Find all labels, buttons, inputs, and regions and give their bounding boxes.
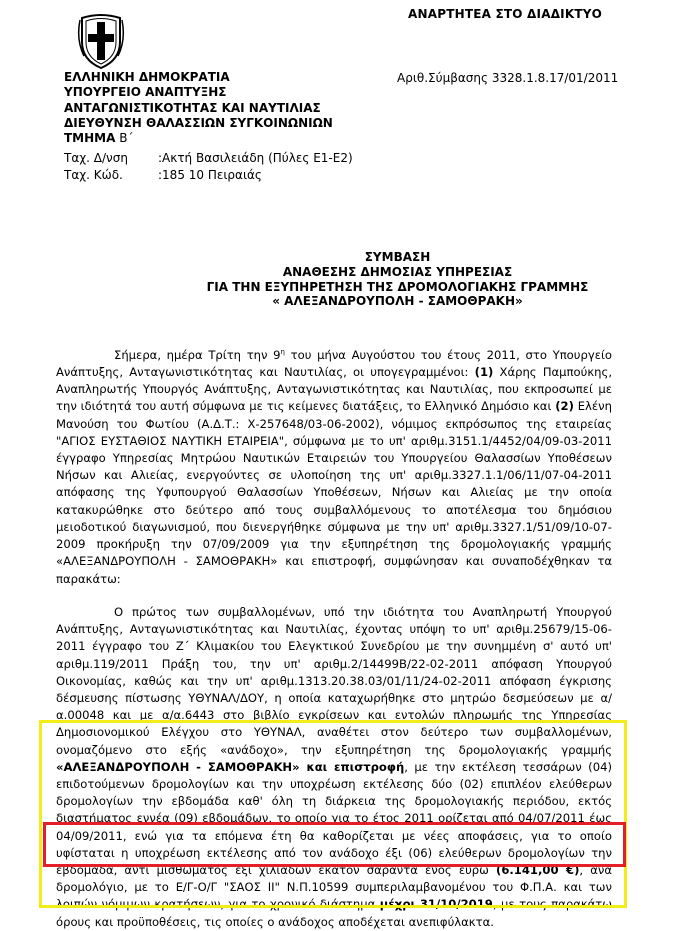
header-line-directorate: ΔΙΕΥΘΥΝΣΗ ΘΑΛΑΣΣΙΩΝ ΣΥΓΚΟΙΝΩΝΙΩΝ — [64, 115, 333, 130]
route-name: «ΑΛΕΞΑΝΔΡΟΥΠΟΛΗ - ΣΑΜΟΘΡΑΚΗ» και επιστροφή — [56, 759, 405, 774]
title-line-1: ΣΥΜΒΑΣΗ — [364, 250, 431, 264]
header-line-ministry-cont: ΑΝΤΑΓΩΝΙΣΤΙΚΟΤΗΤΑΣ ΚΑΙ ΝΑΥΤΙΛΙΑΣ — [64, 100, 321, 115]
title-line-2: ΑΝΑΘΕΣΗΣ ΔΗΜΟΣΙΑΣ ΥΠΗΡΕΣΙΑΣ — [282, 264, 513, 279]
intro-paragraph: Σήμερα, ημέρα Τρίτη την $9^\eta$ του μήνα Αυγούστου του έτους 2011, στο Υπουργείο Ανάπτυξης, Ανταγωνιστικότητας και Ναυτιλίας, οι υπογεγραμμένοι: (1) Χάρης Παμπούκης, Αναπληρωτής Υπουργός Ανάπτυξης, Ανταγωνιστικότητας και Ναυτιλίας, που εκπροσωπεί με την ιδιότητά του αυτή σύμφωνα με τις κείμενες διατάξεις, το Ελληνικό Δημόσιο και (2) Ελένη Μανούση του Φωτίου (Α.Δ.Τ.: Χ-257648/03-06-2002), νόμιμος εκπρόσωπος της εταιρείας "ΑΓΙΟΣ ΕΥΣΤΑΘΙΟΣ ΝΑΥΤΙΚΗ ΕΤΑΙΡΕΙΑ", σύμφωνα με το υπ' αριθμ.3151.1/4452/04/09-03-2011 έγγραφο Υπηρεσίας Μητρώου Ναυτικών Εταιρειών του Υπουργείου Θαλασσίων Υποθέσεων Νήσων και Αλιείας, ενεργούντες σε υλοποίηση της υπ' αριθμ.3327.1.1/06/11/07-04-2011 απόφασης της Υφυπουργού Θαλασσίων Υποθέσεων, Νήσων και Αλιείας με την οποία κατακυρώθηκε στο δεύτερο από τους συμβαλλόμενους το αποτέλεσμα του δημόσιου μειοδοτικού διαγωνισμού, που διενεργήθηκε σύμφωνα με την υπ' αριθμ.3327.1/51/09/10-07-2009 προκήρυξη την 07/09/2009 για την εξυπηρέτηση της δρομολογιακής γραμμής «ΑΛΕΞΑΝΔΡΟΥΠΟΛΗ - ΣΑΜΟΘΡΑΚΗ» και επιστροφή, συμφώνησαν και συναποδέχθηκαν τα παρακάτω: — [56, 347, 613, 586]
assignment-paragraph: Ο πρώτος των συμβαλλομένων, υπό την ιδιότητα του Αναπληρωτή Υπουργού Ανάπτυξης, Ανταγωνιστικότητας και Ναυτιλίας, έχοντας υπόψη το υπ' αριθμ.25679/15-06-2011 έγγραφο του Ζ΄ Κλιμακίου του Ελεγκτικού Συνεδρίου με την συνημμένη σ' αυτό υπ' αριθμ.119/2011 Πράξη του, την υπ' αριθμ.2/14499Β/22-02-2011 απόφαση Υπουργού Οικονομίας, καθώς και την υπ' αριθμ.1313.20.38.03/01/11/24-02-2011 απόφαση έγκρισης δέσμευσης πίστωσης ΥΘΥΝΑΛ/ΔΟΥ, η οποία καταχωρήθηκε στο μητρώο δεσμεύσεων με α/α.00048 και με α/α.6443 στο βιβλίο εγκρίσεων και εντολών πληρωμής της Υπηρεσίας Δημοσιονομικού Ελέγχου στο ΥΘΥΝΑΛ, αναθέτει στον δεύτερο των συμβαλλομένων, ονομαζόμενο στο εξής «ανάδοχο», την εξυπηρέτηση της δρομολογιακής γραμμής «ΑΛΕΞΑΝΔΡΟΥΠΟΛΗ - ΣΑΜΟΘΡΑΚΗ» και επιστροφή, με την εκτέλεση τεσσάρων (04) επιδοτούμενων δρομολογίων και την υποχρέωση εκτέλεσης δύο (02) επιπλέον ελεύθερων δρομολογίων την εβδομάδα καθ' όλη τη διάρκεια της δρομολογιακής περιόδου, εκτός διαστήματος εννέα (09) εβδομάδων, το οποίο για το έτος 2011 ορίζεται από 04/07/2011 έως 04/09/2011, ενώ για τα επόμενα έτη θα καθορίζεται με νέες αποφάσεις, για το οποίο υφίσταται η υποχρέωση εκτέλεσης από τον ανάδοχο έξι (06) ελεύθερων δρομολογίων την εβδομάδα, αντί μισθώματος έξι χιλιάδων εκατόν σαράντα ενός ευρώ (6.141,00 €), ανά δρομολόγιο, με το Ε/Γ-Ο/Γ "ΣΑΟΣ ΙΙ" Ν.Π.10599 συμπεριλαμβανομένου του Φ.Π.Α. και των λοιπών νόμιμων κρατήσεων, για το χρονικό διάστημα μέχρι 31/10/2019, με τους παρακάτω όρους και προϋποθέσεις, τις οποίες ο ανάδοχος αποδέχεται ανεπιφύλακτα. — [56, 605, 612, 929]
contract-number: Αριθ.Σύμβασης 3328.1.8.17/01/2011 — [397, 71, 619, 85]
address-zip-row: Ταχ. Κώδ. :185 10 Πειραιάς — [64, 168, 262, 182]
yellow-highlight-box — [39, 720, 627, 908]
issuer-header — [64, 70, 333, 146]
title-line-4: « ΑΛΕΞΑΝΔΡΟΥΠΟΛΗ - ΣΑΜΟΘΡΑΚΗ» — [272, 294, 523, 309]
address-street-row: Ταχ. Δ/νση :Ακτή Βασιλειάδη (Πύλες Ε1-Ε2) — [64, 151, 353, 165]
header-line-department: ΤΜΗΜΑ Β΄ — [64, 131, 134, 146]
red-highlight-box — [43, 822, 626, 867]
header-line-republic: ΕΛΛΗΝΙΚΗ ΔΗΜΟΚΡΑΤΙΑ — [64, 70, 230, 84]
header-line-ministry: ΥΠΟΥΡΓΕΙΟ ΑΝΑΠΤΥΞΗΣ — [64, 85, 227, 100]
fee-amount: (6.141,00 €) — [496, 863, 580, 878]
title-line-3: ΓΙΑ ΤΗΝ ΕΞΥΠΗΡΕΤΗΣΗ ΤΗΣ ΔΡΟΜΟΛΟΓΙΑΚΗΣ ΓΡΑΜΜΗΣ — [206, 279, 589, 294]
greek-coat-of-arms-icon — [76, 10, 126, 70]
address-block — [64, 150, 353, 184]
posted-online-notice: ΑΝΑΡΤΗΤΕΑ ΣΤΟ ΔΙΑΔΙΚΤΥΟ — [408, 7, 603, 21]
document-title — [0, 250, 685, 309]
contract-end-date: μέχρι 31/10/2019 — [379, 897, 493, 912]
